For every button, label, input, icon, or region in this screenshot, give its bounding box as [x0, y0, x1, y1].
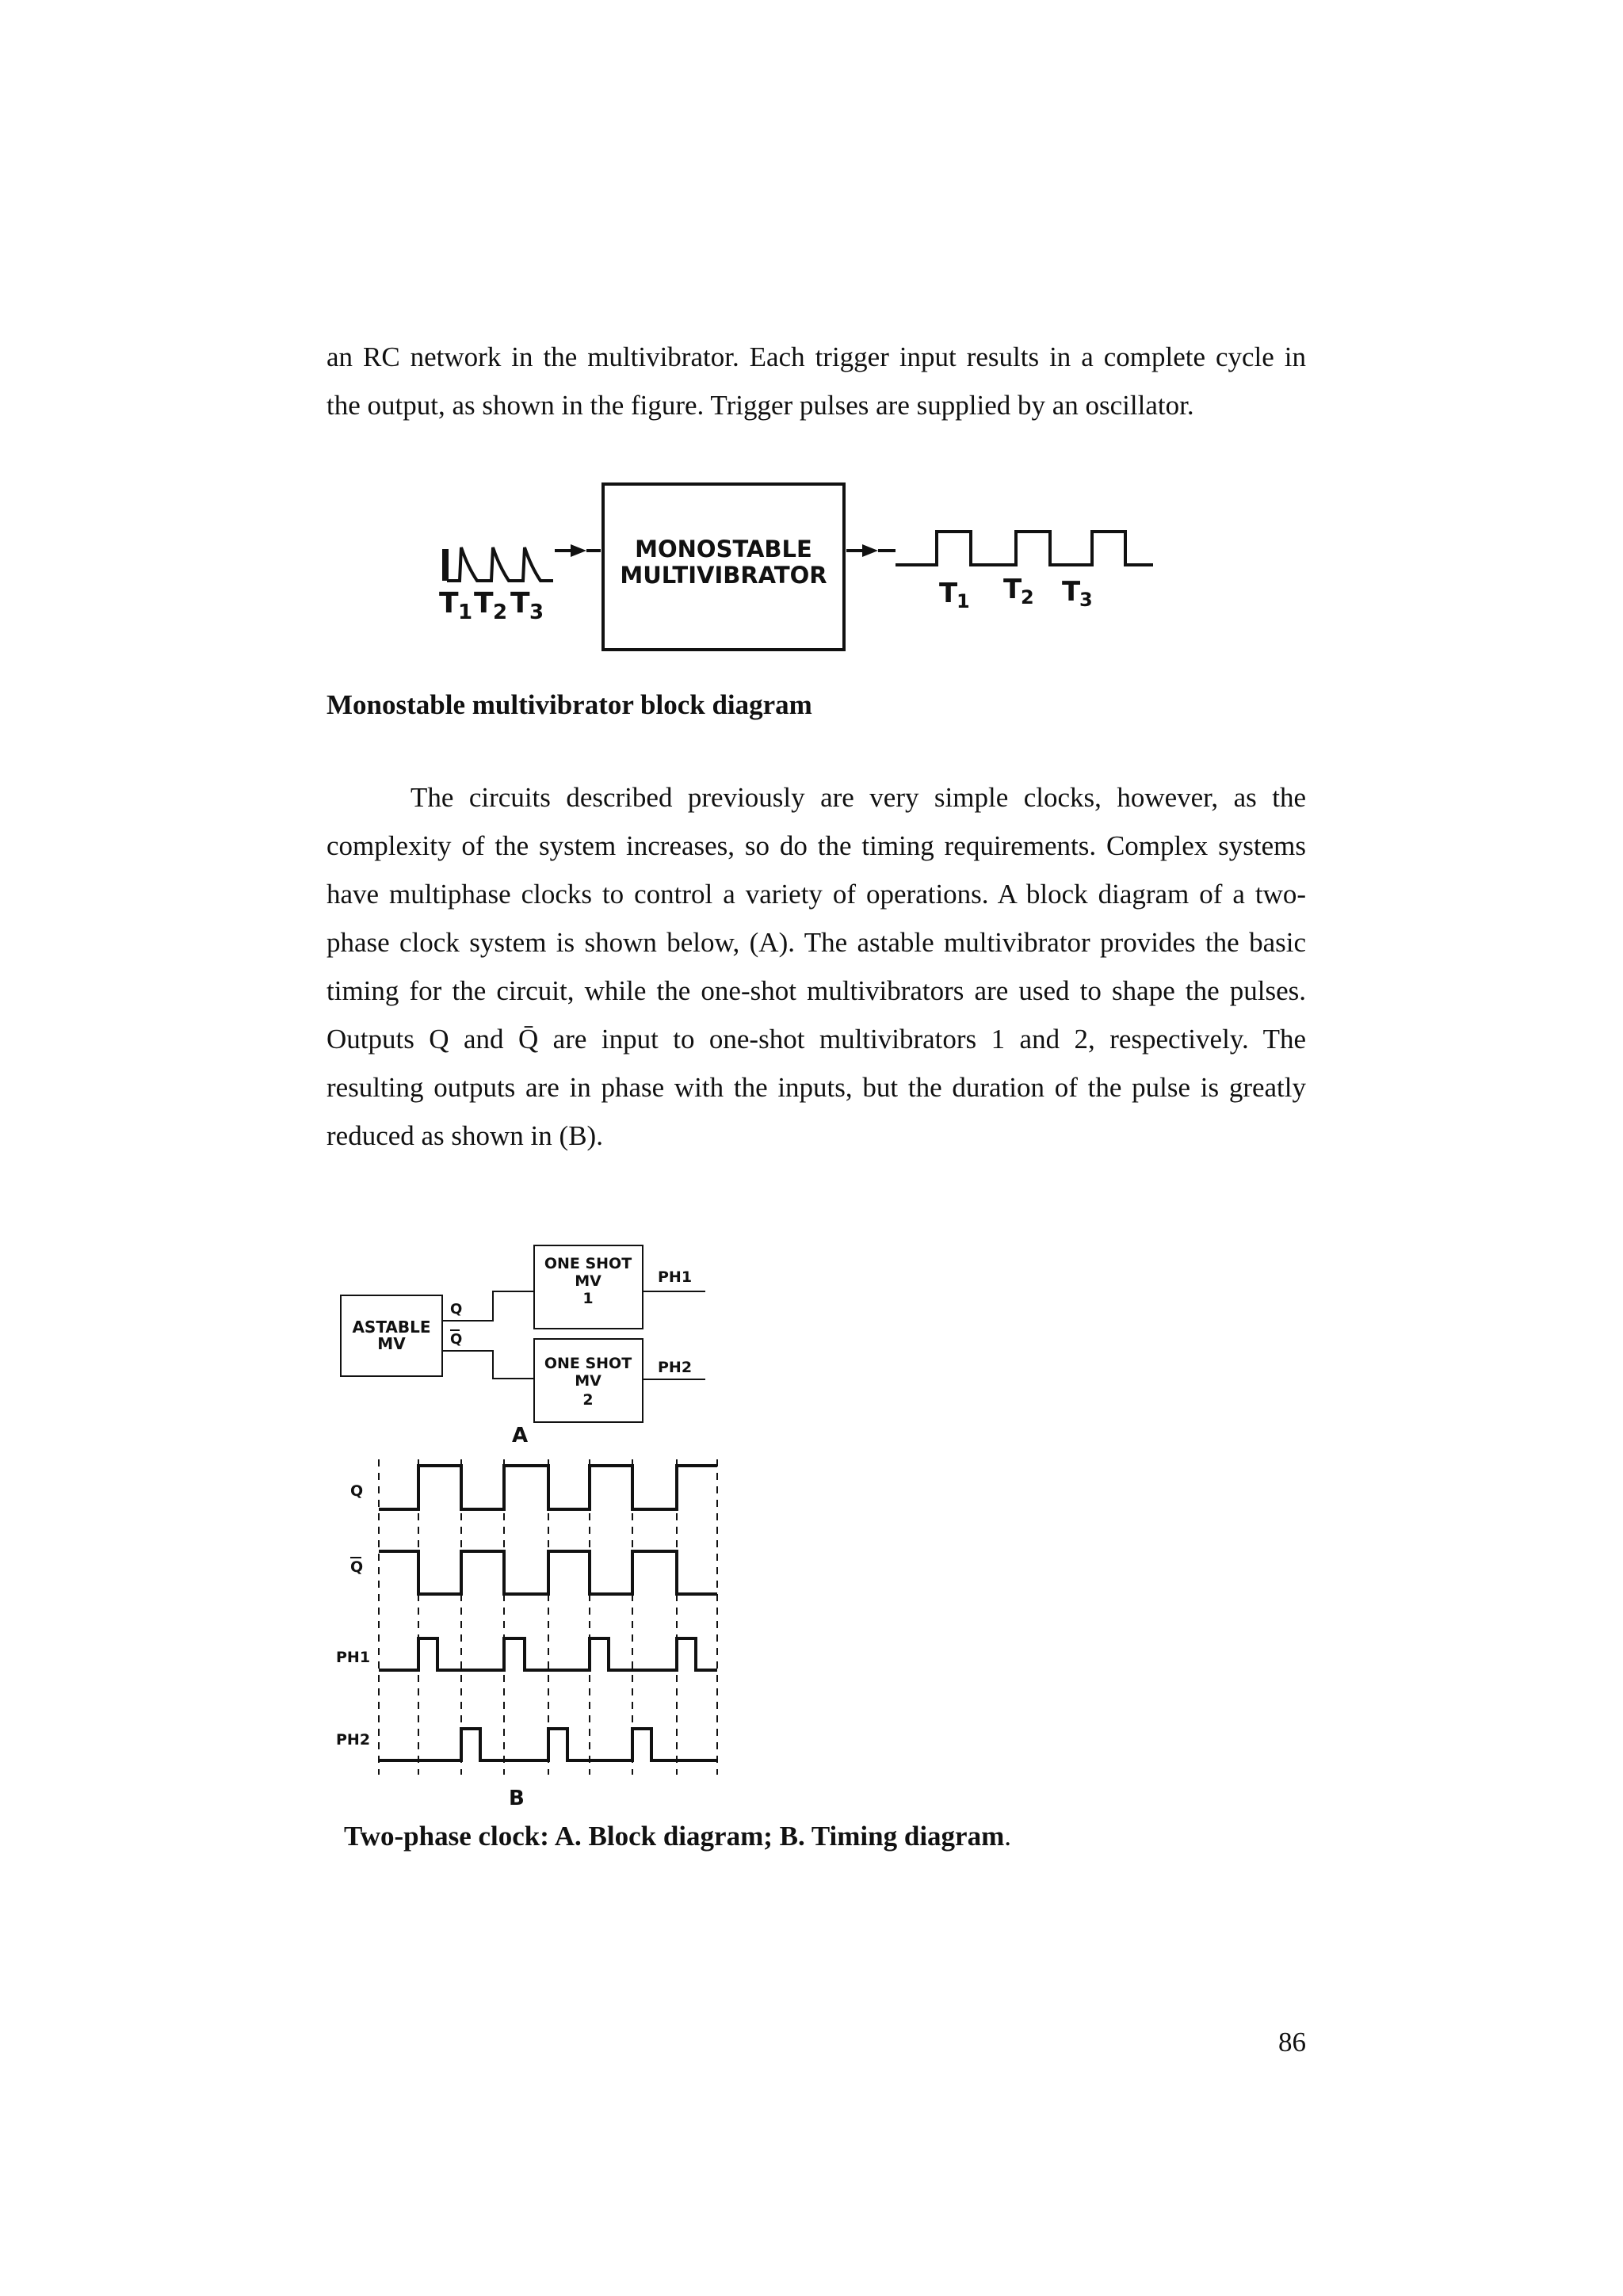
monostable-block-diagram	[428, 471, 1173, 662]
qbar-output-label: Q	[450, 1331, 463, 1348]
oneshot-1-line2: MV	[575, 1272, 601, 1290]
label-A: A	[512, 1424, 529, 1447]
oneshot-1-line3: 1	[582, 1290, 594, 1307]
paragraph-line: phase clock system is shown below, (A). The astable multivibrator provides the basic	[327, 927, 1306, 958]
figure-2-caption-text: Two-phase clock: A. Block diagram; B. Timing diagram	[344, 1821, 1005, 1852]
paragraph-1	[327, 333, 1306, 429]
block-label-line1: MONOSTABLE	[635, 536, 812, 563]
label-B: B	[509, 1787, 525, 1810]
svg-text:T: T	[1003, 574, 1022, 605]
ph2-output-label: PH2	[658, 1359, 693, 1376]
timing-label-ph1: PH1	[336, 1649, 371, 1666]
oneshot-2-line2: MV	[575, 1372, 601, 1390]
svg-text:T: T	[439, 587, 459, 620]
oneshot-2-line1: ONE SHOT	[544, 1355, 632, 1372]
paragraph-line: complexity of the system increases, so do the timing requirements. Complex systems	[327, 830, 1306, 861]
astable-label-line1: ASTABLE	[352, 1318, 431, 1337]
qbar-timing-waveform	[379, 1551, 717, 1594]
paragraph-line: Outputs Q and Q̄ are input to one-shot multivibrators 1 and 2, respectively. The	[327, 1024, 1306, 1055]
block-diagram-A	[341, 1245, 705, 1447]
svg-text:T: T	[474, 587, 494, 620]
oneshot-1-line1: ONE SHOT	[544, 1255, 632, 1272]
paragraph-line: have multiphase clocks to control a variety of operations. A block diagram of a two-	[327, 879, 1306, 910]
paragraph-line: the output, as shown in the figure. Trigger pulses are supplied by an oscillator.	[327, 390, 1194, 421]
paragraph-2	[327, 773, 1306, 1160]
svg-text:3: 3	[1079, 589, 1093, 611]
block-label-line2: MULTIVIBRATOR	[620, 562, 827, 589]
svg-text:T: T	[939, 578, 958, 609]
paragraph-line: The circuits described previously are very simple clocks, however, as the	[411, 782, 1306, 813]
oneshot-2-line3: 2	[582, 1391, 594, 1409]
svg-text:2: 2	[493, 601, 508, 624]
figure-2-caption-period: .	[1004, 1821, 1011, 1852]
paragraph-line: resulting outputs are in phase with the inputs, but the duration of the pulse is greatly	[327, 1072, 1306, 1103]
two-phase-clock-diagram	[325, 1236, 737, 1822]
ph2-timing-waveform	[379, 1729, 717, 1760]
timing-label-q: Q	[350, 1482, 364, 1500]
page-number: 86	[1278, 2027, 1306, 2058]
output-labels	[939, 574, 1093, 612]
paragraph-line: reduced as shown in (B).	[327, 1120, 603, 1151]
timing-label-qbar: Q	[350, 1558, 364, 1576]
timing-diagram-B	[336, 1459, 717, 1810]
qbar-waveform-line	[442, 1351, 534, 1379]
svg-text:1: 1	[458, 601, 473, 624]
paragraph-line: timing for the circuit, while the one-shot multivibrators are used to shape the pulses.	[327, 975, 1306, 1006]
input-arrow	[555, 544, 601, 557]
input-labels	[439, 587, 544, 624]
figure-1-caption: Monostable multivibrator block diagram	[327, 689, 812, 720]
paragraph-line: an RC network in the multivibrator. Each trigger input results in a complete cycle in	[327, 341, 1306, 372]
timing-label-ph2: PH2	[336, 1731, 371, 1749]
output-square-wave	[896, 532, 1153, 565]
svg-text:T: T	[510, 587, 530, 620]
svg-text:1: 1	[957, 590, 970, 612]
svg-text:T: T	[1062, 576, 1081, 608]
ph1-output-label: PH1	[658, 1268, 693, 1286]
astable-label-line2: MV	[377, 1334, 406, 1353]
trigger-pulses	[444, 547, 553, 581]
q-output-label: Q	[450, 1301, 463, 1318]
svg-text:3: 3	[529, 601, 544, 624]
q-timing-waveform	[379, 1466, 717, 1509]
svg-text:2: 2	[1021, 586, 1034, 608]
figure-2-caption	[344, 1821, 1011, 1852]
output-arrow	[846, 544, 896, 557]
